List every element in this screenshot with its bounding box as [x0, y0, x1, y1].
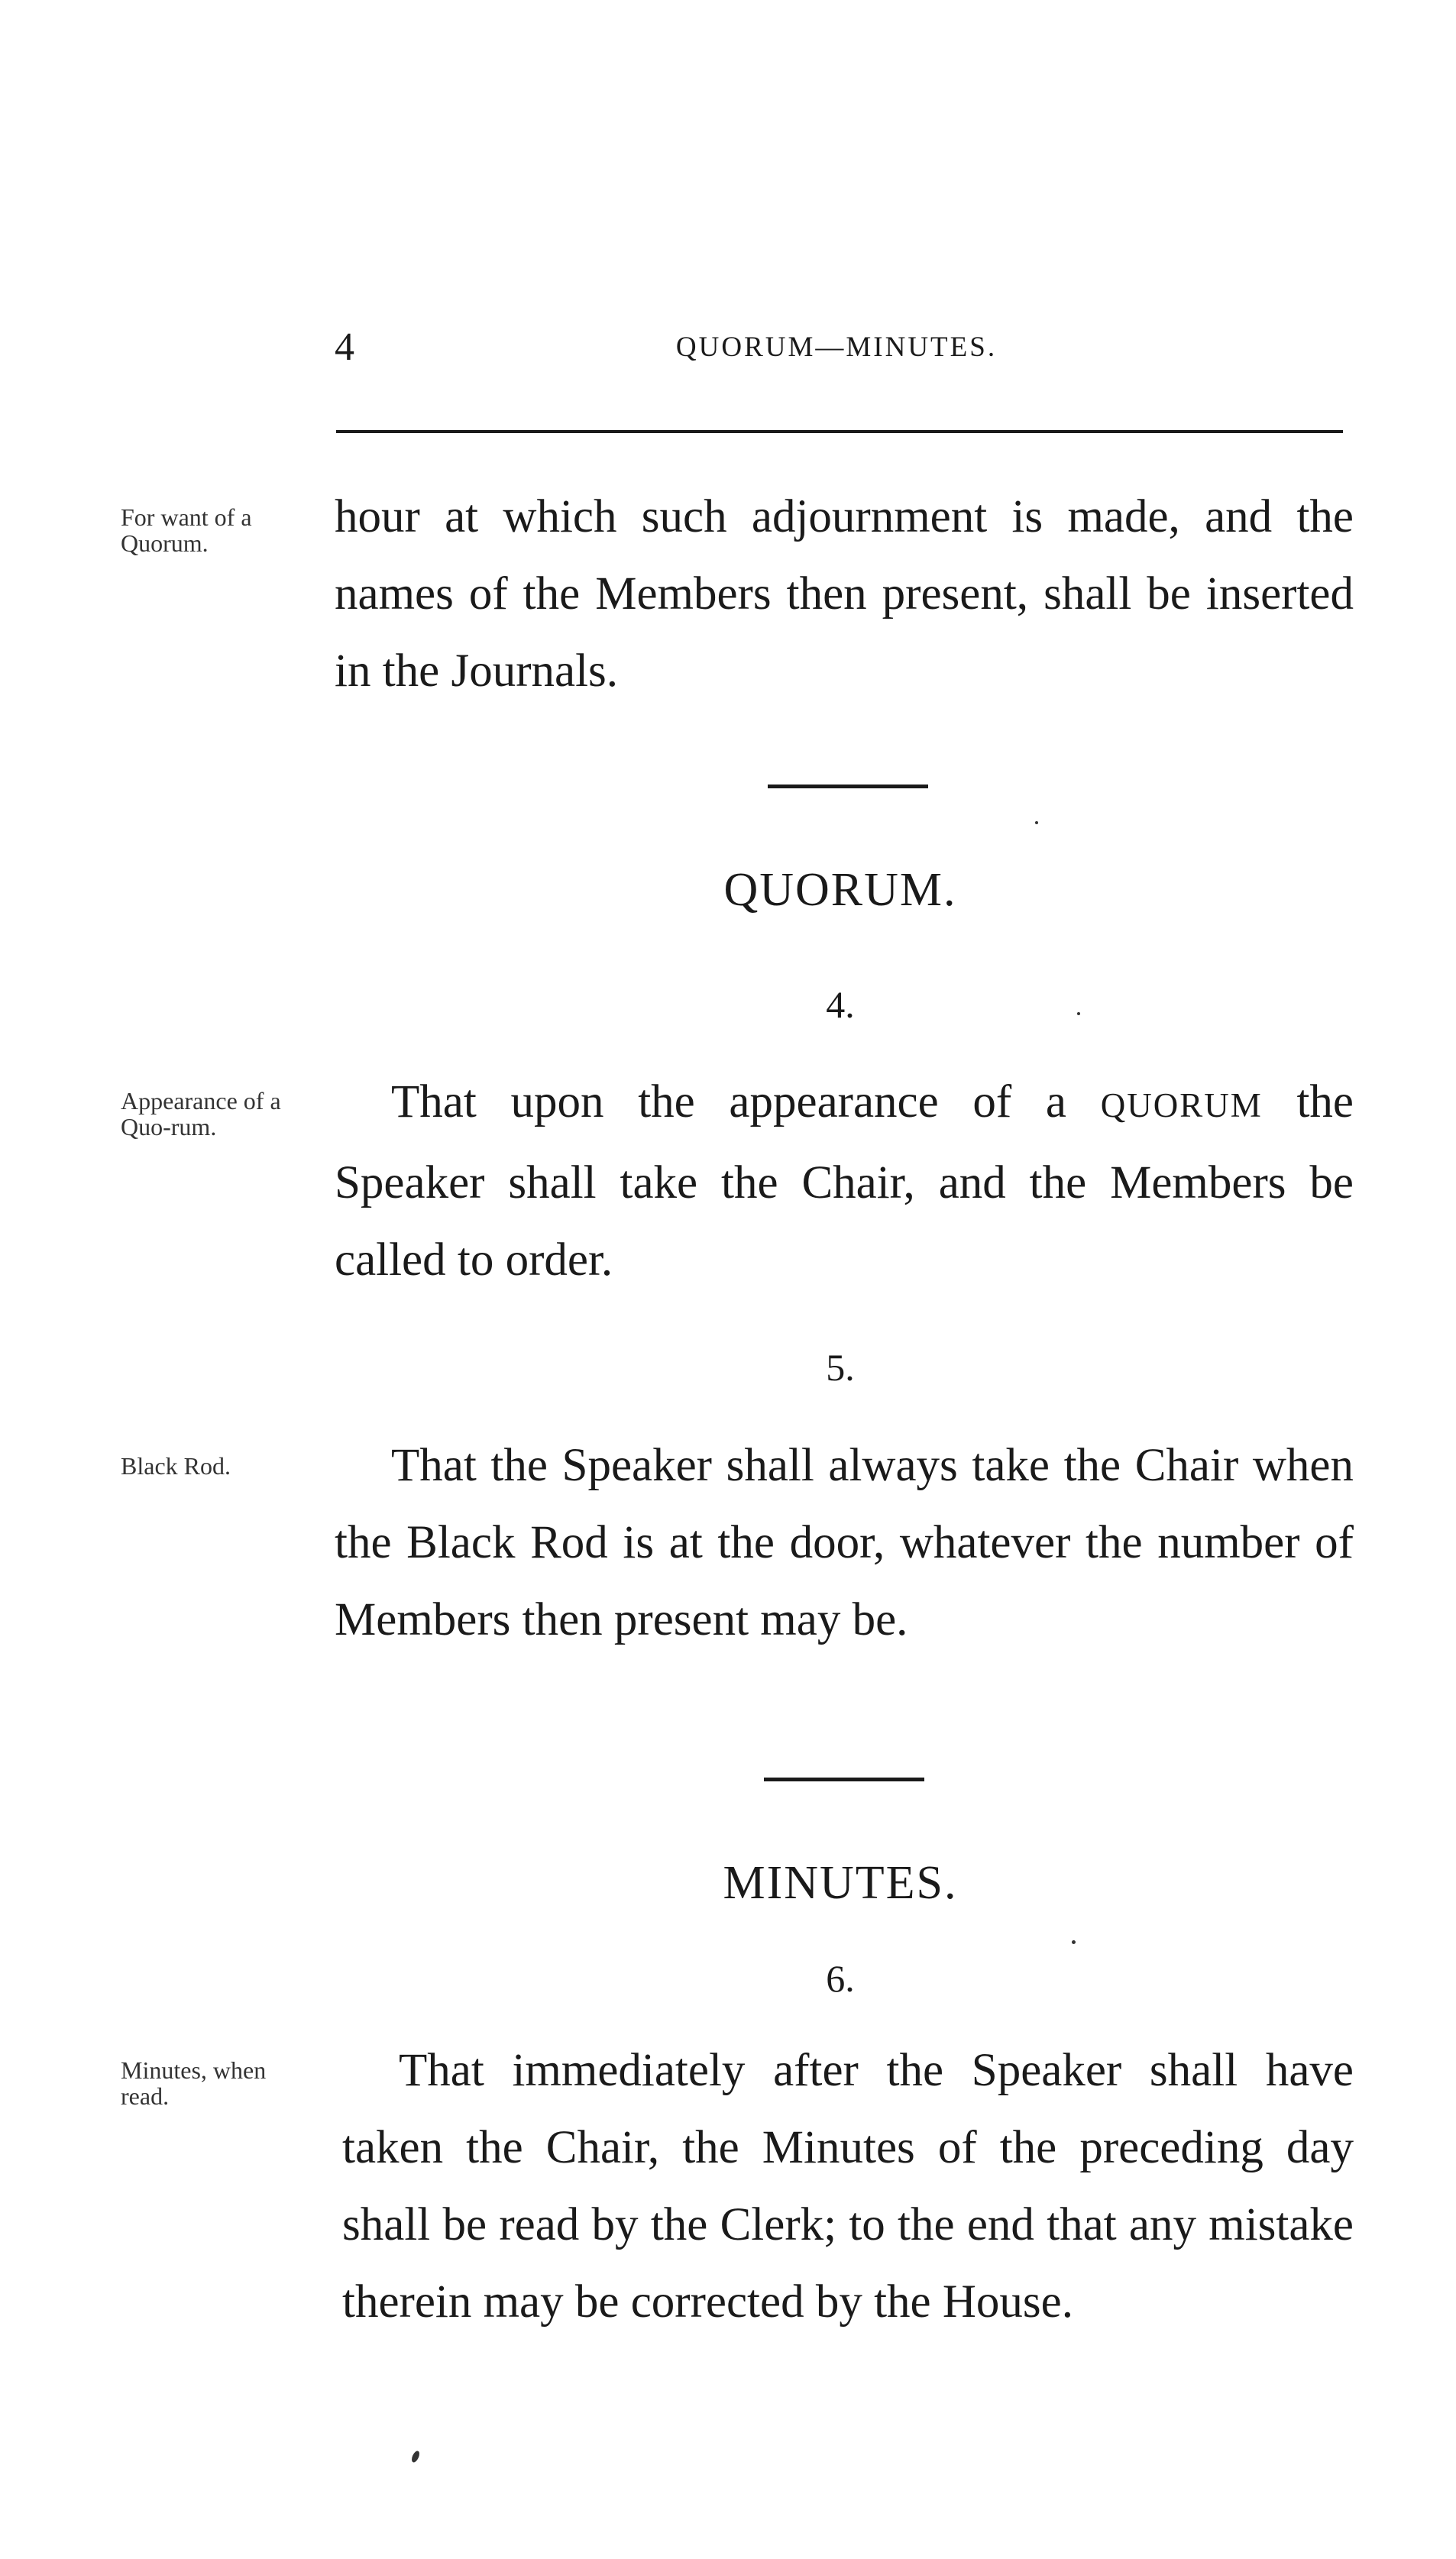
sidenote-appearance-of-quorum: Appearance of a Quo-rum. [121, 1087, 281, 1140]
rule-6-text-body: That immediately after the Speaker shall have taken the Chair, the Minutes of the preceding day shall be read by the Clerk; to the end that any mistake therein may be corrected by the House. [342, 2045, 1354, 2328]
rule-4-smallcaps: QUORUM [1100, 1086, 1263, 1124]
rule-4-text-after: the Speaker shall take the Chair, and the Members be called to order. [335, 1076, 1354, 1286]
ink-speck [1035, 821, 1038, 824]
page-header [328, 325, 1344, 370]
ink-speck [1072, 1940, 1076, 1944]
rule-number-6: 6. [826, 1957, 855, 2000]
section-divider [764, 1778, 924, 1781]
section-heading-quorum: QUORUM. [723, 864, 957, 916]
rule-5-text [335, 1427, 1354, 1658]
rule-4-text [335, 1063, 1354, 1299]
ink-speck [1077, 1012, 1080, 1015]
rule-5-text-body: That the Speaker shall always take the Chair when the Black Rod is at the door, whatever the number of Members then present may be. [335, 1440, 1354, 1645]
continuation-paragraph: hour at which such adjournment is made, and the names of the Members then present, shall be inserted in the Journals. [335, 491, 1354, 697]
ink-speck [410, 2450, 421, 2464]
sidenote-minutes-when-read: Minutes, when read. [121, 2056, 267, 2110]
section-heading-minutes: MINUTES. [723, 1857, 958, 1909]
header-rule [336, 430, 1343, 433]
sidenote-want-of-quorum: For want of a Quorum. [121, 503, 252, 557]
running-title: QUORUM—MINUTES. [675, 332, 998, 363]
rule-number-4: 4. [826, 983, 855, 1026]
rule-4-text-before: That upon the appearance of a [391, 1076, 1101, 1127]
rule-6-text [342, 2032, 1354, 2341]
sidenote-black-rod: Black Rod. [121, 1452, 231, 1480]
rule-number-5: 5. [826, 1346, 855, 1389]
page-number: 4 [335, 325, 354, 369]
section-divider [768, 785, 928, 788]
